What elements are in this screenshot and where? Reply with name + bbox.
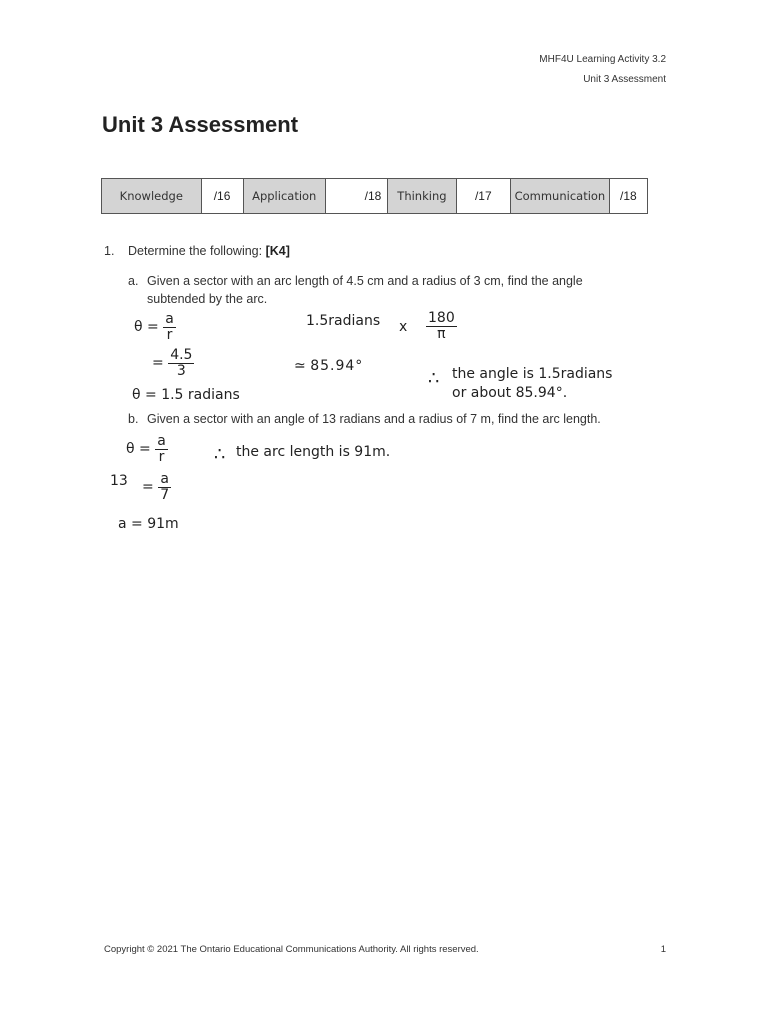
hw-a-num180: 180 [428,310,455,326]
knowledge-score: /16 [201,179,243,214]
hw-b-eq: = [139,441,151,458]
question-prompt-text: Determine the following: [128,244,263,258]
hw-b-substitution [142,472,171,502]
part-a-letter: a. [128,274,139,288]
hw-b-arc2: a [160,471,169,487]
thinking-score: /17 [456,179,511,214]
score-table [101,178,648,214]
application-label: Application [243,179,325,214]
hw-b-eq2: = [142,479,154,496]
hw-a-substitution [152,348,194,378]
page-title: Unit 3 Assessment [102,112,299,137]
hw-a-approx-sign: ≃ [294,358,306,374]
hw-b-formula [126,434,168,464]
hw-a-result: θ = 1.5 radians [132,387,240,403]
hw-a-fraction-ar [163,312,176,342]
hw-a-convert-left: 1.5radians [306,313,381,329]
hw-a-conclusion-1: the angle is 1.5radians [452,366,613,382]
hw-a-approx-value: 85.94° [310,358,364,374]
hw-b-arc: a [157,433,166,449]
hw-b-radius: r [158,448,165,465]
question-number: 1. [104,244,115,258]
hw-b-result: a = 91m [118,516,179,532]
hw-a-arc: a [165,311,174,327]
communication-label: Communication [511,179,610,214]
thinking-label: Thinking [388,179,456,214]
hw-a-den: 3 [176,362,186,379]
hw-a-radius: r [166,326,173,343]
part-b-letter: b. [128,412,139,426]
hw-a-approx [294,358,363,374]
hw-b-seven: 7 [160,486,170,503]
question-tag: [K4] [265,244,290,258]
hw-a-conclusion-2: or about 85.94°. [452,385,568,401]
part-a-text-line2: subtended by the arc. [147,292,268,306]
page-number: 1 [660,944,666,955]
hw-a-fraction-180-pi [426,311,457,341]
hw-b-thirteen: 13 [110,473,128,489]
copyright: Copyright © 2021 The Ontario Educational Communications Authority. All rights reserved. [104,944,479,955]
unit-label: Unit 3 Assessment [583,74,666,85]
hw-b-fraction-ar [155,434,168,464]
hw-b-conclusion: the arc length is 91m. [236,444,391,460]
hw-a-eq: = [147,319,159,336]
hw-b-therefore: ∴ [214,444,226,465]
hw-a-formula [134,312,176,342]
hw-a-therefore: ∴ [428,368,440,389]
hw-b-theta: θ [126,441,135,458]
hw-b-fraction-a7 [158,472,171,502]
part-a-text-line1: Given a sector with an arc length of 4.5 cm and a radius of 3 cm, find the angle [147,274,583,288]
part-b-text: Given a sector with an angle of 13 radians and a radius of 7 m, find the arc length. [147,412,601,426]
hw-a-times: x [399,319,408,335]
question-prompt [128,244,290,258]
hw-a-pi: π [437,325,446,342]
hw-a-eq2: = [152,355,164,372]
knowledge-label: Knowledge [102,179,202,214]
course-code: MHF4U Learning Activity 3.2 [539,54,666,65]
hw-a-fraction-45-3 [168,348,194,378]
hw-a-theta: θ [134,319,143,336]
communication-score: /18 [609,179,647,214]
hw-a-num: 4.5 [170,347,193,363]
application-score: /18 [325,179,387,214]
